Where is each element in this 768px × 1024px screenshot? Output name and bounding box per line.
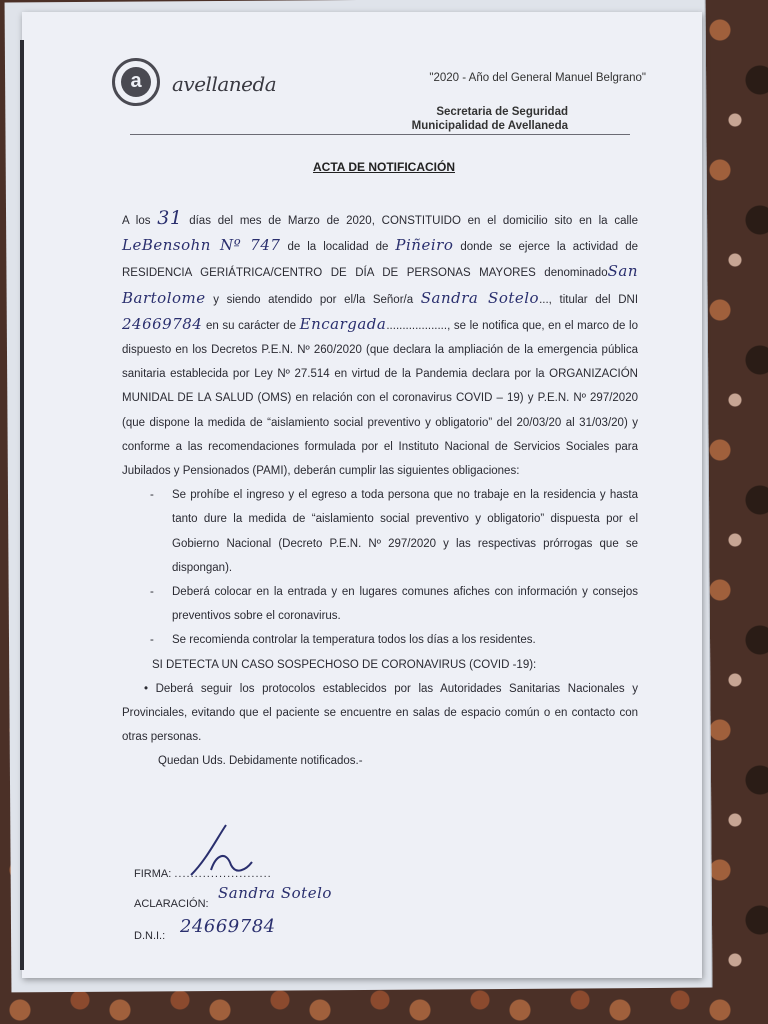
list-item bbox=[122, 483, 638, 580]
text-fragment: donde se ejerce la actividad de RESIDENCIA GERIÁTRICA/CENTRO DE DÍA DE PERSONAS MAYORES denominado bbox=[122, 241, 639, 280]
logo-letter: a bbox=[121, 67, 151, 97]
closing-line: Quedan Uds. Debidamente notificados.- bbox=[158, 755, 363, 768]
suspected-case-heading: SI DETECTA UN CASO SOSPECHOSO DE CORONAVIRUS (COVID -19): bbox=[152, 658, 537, 671]
avellaneda-logo-icon bbox=[112, 58, 160, 106]
handwritten-residence-name: San Bartolome bbox=[122, 262, 638, 307]
handwritten-aclaracion: Sandra Sotelo bbox=[218, 884, 332, 902]
suspected-case-list bbox=[122, 677, 638, 750]
handwritten-day: 31 bbox=[157, 207, 183, 229]
header-divider bbox=[130, 134, 630, 135]
year-motto: "2020 - Año del General Manuel Belgrano" bbox=[429, 72, 646, 84]
bullet-dash: - bbox=[150, 489, 154, 502]
handwritten-role: Encargada bbox=[299, 314, 387, 333]
text-fragment: en su carácter de bbox=[202, 319, 300, 332]
list-item: • Deberá seguir los protocolos establecidos por las Autoridades Sanitarias Nacionales y Provinciales, evitando que el paciente se encuentre en salas de espacio común o en contacto con otras personas. bbox=[122, 682, 638, 744]
handwritten-dni-signature: 24669784 bbox=[180, 916, 276, 937]
aclaracion-label: ACLARACIÓN: bbox=[134, 898, 209, 910]
list-item bbox=[122, 628, 638, 652]
municipalidad-line: Municipalidad de Avellaneda bbox=[411, 120, 568, 132]
text-fragment: ..................., se le notifica que, en el marco de lo dispuesto en los Decretos P.E.N. Nº 260/2020 (que declara la ampliación de la emergencia pública sanitaria establecida por Ley Nº 27.514 en virtud de la Pandemia declara por la ORGANIZACIÓN MUNIDAL DE LA SALUD (OMS) en relación con el coronavirus COVID – 19) y P.E.N. Nº 297/2020 (que dispone la medida de “aislamiento social preventivo y obligatorio” del 20/03/20 al 31/03/20) y conforme a las recomendaciones formulada por el Instituto Nacional de Servicios Sociales para Jubilados y Pensionados (PAMI), deberán cumplir las siguientes obligaciones: bbox=[122, 319, 639, 478]
handwritten-person: Sandra Sotelo bbox=[420, 288, 540, 307]
text-fragment: de la localidad de bbox=[280, 241, 396, 254]
list-item-text: Se prohíbe el ingreso y el egreso a toda persona que no trabaje en la residencia y hasta tanto dure la medida de “aislamiento social preventivo y obligatorio” dispuesta por el Gobierno Nacional (Decreto P.E.N. Nº 297/2020 y las respectivas prórrogas que se dispongan). bbox=[172, 489, 638, 574]
notice-paragraph bbox=[122, 206, 638, 483]
bullet-dash: - bbox=[150, 586, 154, 599]
text-fragment: A los bbox=[122, 215, 158, 227]
bullet-dash: - bbox=[150, 634, 154, 647]
notice-body bbox=[122, 206, 638, 774]
firma-line bbox=[134, 868, 272, 880]
firma-dots: ........................ bbox=[174, 868, 272, 880]
logo-wordmark: avellaneda bbox=[172, 72, 277, 96]
list-item bbox=[122, 580, 638, 628]
handwritten-street: LeBensohn Nº 747 bbox=[122, 236, 281, 255]
handwritten-locality: Piñeiro bbox=[395, 236, 454, 255]
text-fragment: y siendo atendido por el/la Señor/a bbox=[205, 293, 421, 306]
firma-label: FIRMA: bbox=[134, 868, 172, 880]
list-item-text: Deberá colocar en la entrada y en lugares comunes afiches con información y consejos preventivos sobre el coronavirus. bbox=[172, 586, 638, 623]
obligations-list bbox=[122, 483, 638, 652]
dni-label: D.N.I.: bbox=[134, 930, 166, 942]
document-title: ACTA DE NOTIFICACIÓN bbox=[313, 160, 455, 174]
handwritten-dni: 24669784 bbox=[122, 314, 203, 333]
list-item-text: Se recomienda controlar la temperatura todos los días a los residentes. bbox=[172, 634, 536, 647]
text-fragment: días del mes de Marzo de 2020, CONSTITUIDO en el domicilio sito en la calle bbox=[182, 215, 638, 227]
secretaria-line: Secretaria de Seguridad bbox=[436, 106, 568, 118]
left-edge-bar bbox=[20, 40, 24, 970]
text-fragment: ..., titular del DNI bbox=[539, 293, 639, 306]
